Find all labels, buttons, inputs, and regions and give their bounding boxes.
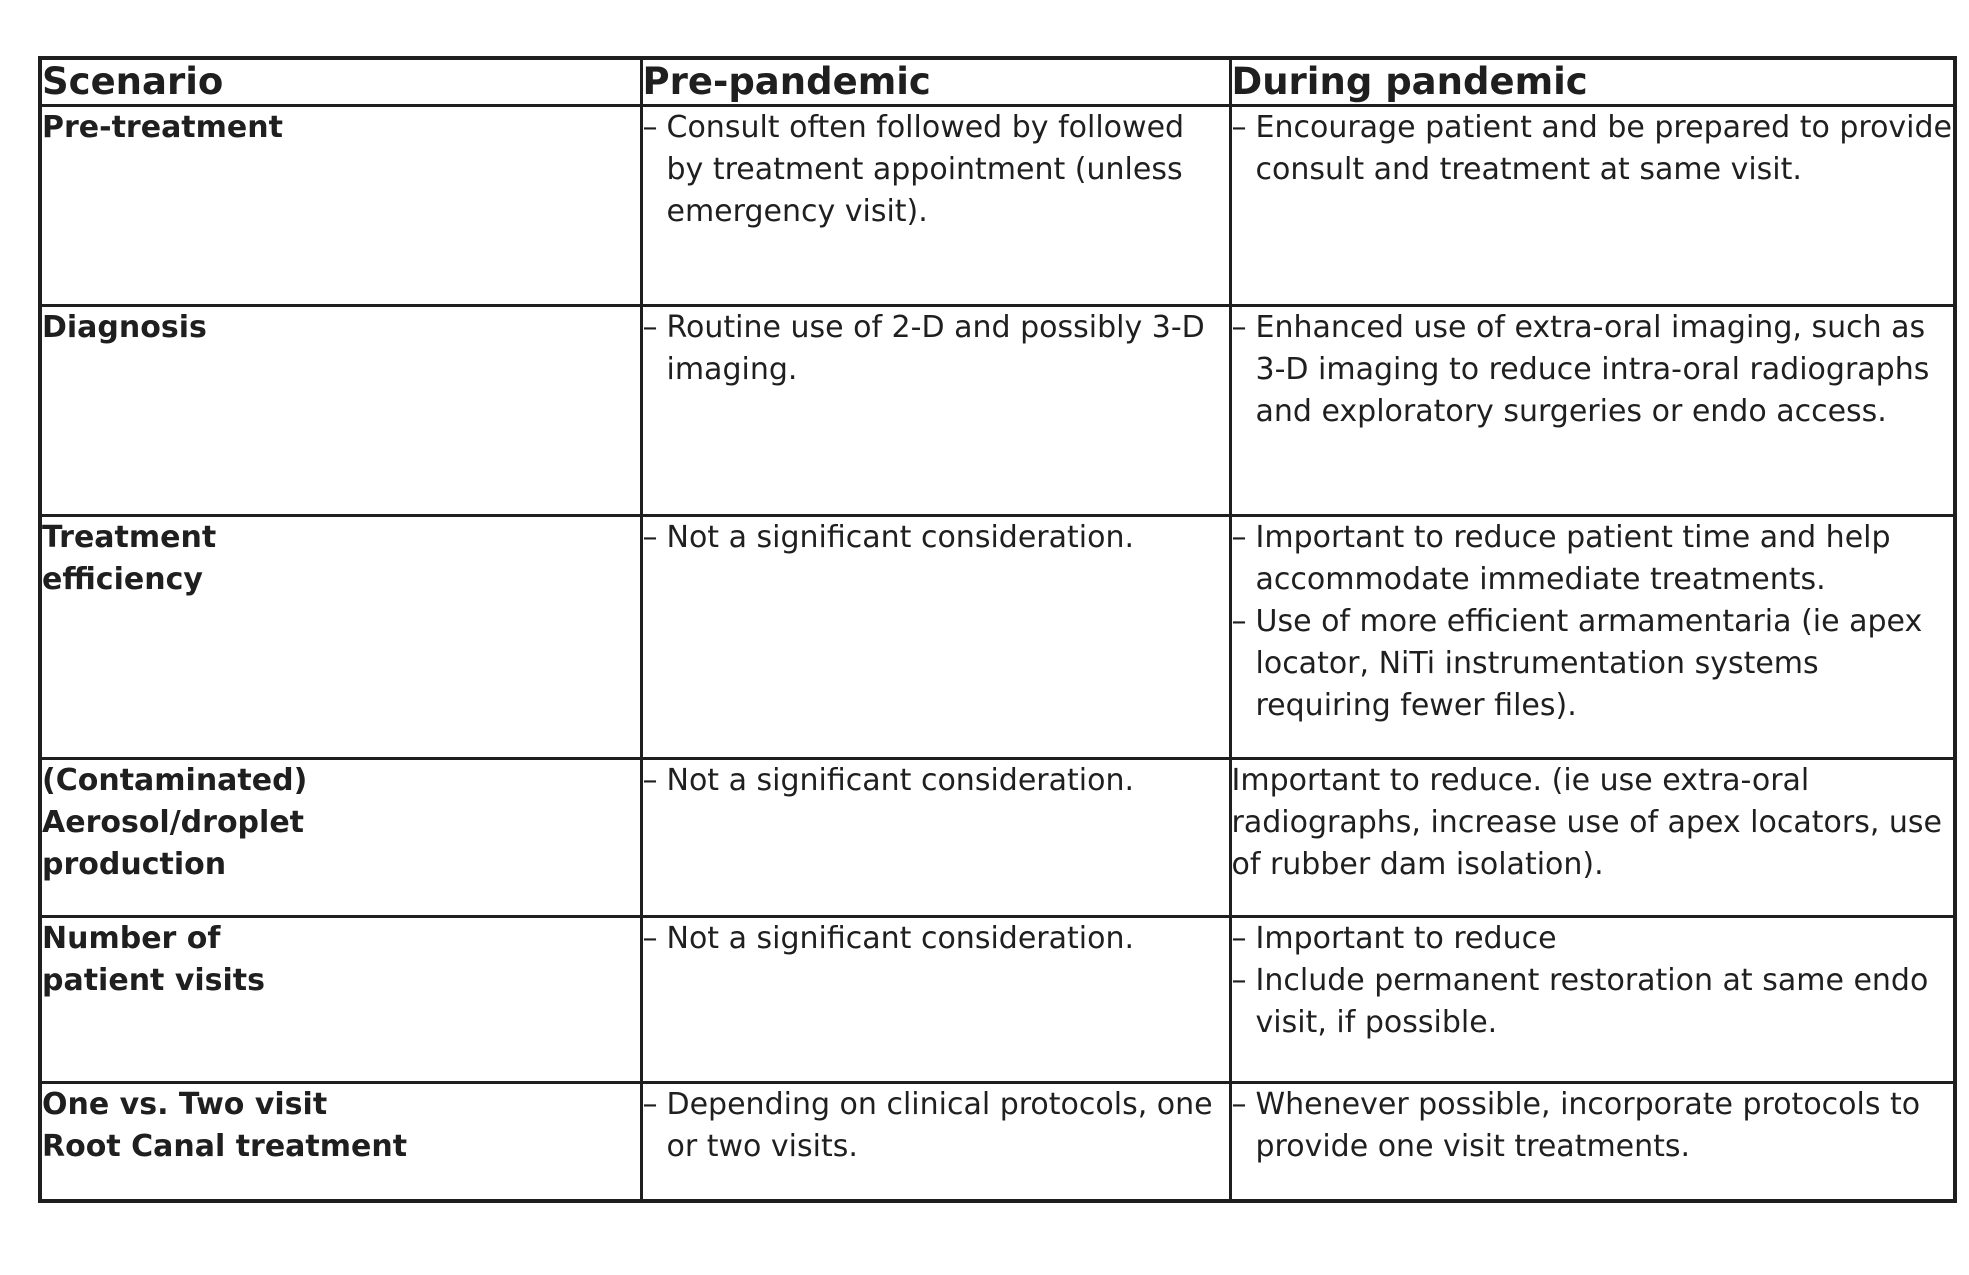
bullet-text: Use of more efficient armamentaria (ie apex locator, NiTi instrumentation systems requiring fewer files). (1255, 604, 1923, 723)
header-pre-pandemic: Pre-pandemic (641, 58, 1230, 106)
scenario-cell (40, 516, 641, 759)
dash-marker: – (1231, 921, 1247, 956)
bullet-item (1232, 107, 1954, 191)
dash-marker: – (1231, 310, 1247, 345)
scenario-cell (40, 759, 641, 917)
bullet-item (643, 107, 1229, 233)
table-row (40, 759, 1955, 917)
pre-pandemic-cell (641, 516, 1230, 759)
bullet-text: Consult often followed by followed by treatment appointment (unless emergency visit). (666, 110, 1185, 229)
dash-marker: – (642, 921, 658, 956)
bullet-item (643, 517, 1229, 559)
bullet-item (1232, 960, 1954, 1044)
bullet-text: Not a significant consideration. (666, 921, 1135, 956)
during-pandemic-cell (1230, 306, 1955, 516)
bullet-text: Whenever possible, incorporate protocols to provide one visit treatments. (1255, 1087, 1921, 1164)
dash-marker: – (642, 763, 658, 798)
scenario-line: efficiency (42, 562, 203, 597)
table-row (40, 516, 1955, 759)
bullet-item (1232, 1084, 1954, 1168)
bullet-text: Important to reduce (1255, 921, 1557, 956)
dash-marker: – (1231, 604, 1247, 639)
dash-marker: – (642, 1087, 658, 1122)
bullet-item (643, 918, 1229, 960)
scenario-line: Diagnosis (42, 310, 207, 345)
scenario-cell (40, 1083, 641, 1201)
scenario-cell (40, 106, 641, 306)
during-pandemic-cell (1230, 516, 1955, 759)
bullet-item (1232, 307, 1954, 433)
pre-pandemic-cell (641, 917, 1230, 1083)
bullet-item (643, 307, 1229, 391)
scenario-line: Aerosol/droplet (42, 805, 305, 840)
bullet-item (643, 760, 1229, 802)
pre-pandemic-cell (641, 1083, 1230, 1201)
during-pandemic-cell (1230, 917, 1955, 1083)
scenario-line: One vs. Two visit (42, 1087, 328, 1122)
bullet-item (1232, 517, 1954, 601)
bullet-text: Important to reduce patient time and help accommodate immediate treatments. (1255, 520, 1891, 597)
table-row (40, 306, 1955, 516)
dash-marker: – (1231, 520, 1247, 555)
bullet-item (1232, 601, 1954, 727)
during-pandemic-cell (1230, 759, 1955, 917)
scenario-cell (40, 917, 641, 1083)
dash-marker: – (642, 520, 658, 555)
bullet-text: Not a significant consideration. (666, 763, 1135, 798)
header-row (40, 58, 1955, 106)
header-during-pandemic: During pandemic (1230, 58, 1955, 106)
table-row (40, 1083, 1955, 1201)
scenario-line: production (42, 847, 227, 882)
bullet-text: Routine use of 2-D and possibly 3-D imaging. (666, 310, 1205, 387)
scenario-line: patient visits (42, 963, 266, 998)
bullet-text: Include permanent restoration at same endo visit, if possible. (1255, 963, 1929, 1040)
pre-pandemic-cell (641, 759, 1230, 917)
dash-marker: – (642, 110, 658, 145)
pre-pandemic-cell (641, 306, 1230, 516)
dash-marker: – (642, 310, 658, 345)
scenario-line: (Contaminated) (42, 763, 308, 798)
during-pandemic-cell (1230, 1083, 1955, 1201)
dash-marker: – (1231, 110, 1247, 145)
table-row (40, 106, 1955, 306)
scenario-cell (40, 306, 641, 516)
bullet-text: Encourage patient and be prepared to provide consult and treatment at same visit. (1255, 110, 1953, 187)
during-pandemic-cell (1230, 106, 1955, 306)
bullet-text: Not a significant consideration. (666, 520, 1135, 555)
dash-marker: – (1231, 1087, 1247, 1122)
plain-text: Important to reduce. (ie use extra-oral radiographs, increase use of apex locators, use of rubber dam isolation). (1231, 763, 1943, 882)
bullet-item (1232, 918, 1954, 960)
bullet-text: Depending on clinical protocols, one or two visits. (666, 1087, 1213, 1164)
bullet-text: Enhanced use of extra-oral imaging, such as 3-D imaging to reduce intra-oral radiographs and exploratory surgeries or endo access. (1255, 310, 1930, 429)
table-body (40, 106, 1955, 1201)
scenario-line: Pre-treatment (42, 110, 283, 145)
dash-marker: – (1231, 963, 1247, 998)
scenario-line: Root Canal treatment (42, 1129, 408, 1164)
header-scenario: Scenario (40, 58, 641, 106)
table-row (40, 917, 1955, 1083)
scenario-line: Treatment (42, 520, 217, 555)
comparison-table (38, 56, 1957, 1203)
bullet-item (643, 1084, 1229, 1168)
scenario-line: Number of (42, 921, 221, 956)
pre-pandemic-cell (641, 106, 1230, 306)
